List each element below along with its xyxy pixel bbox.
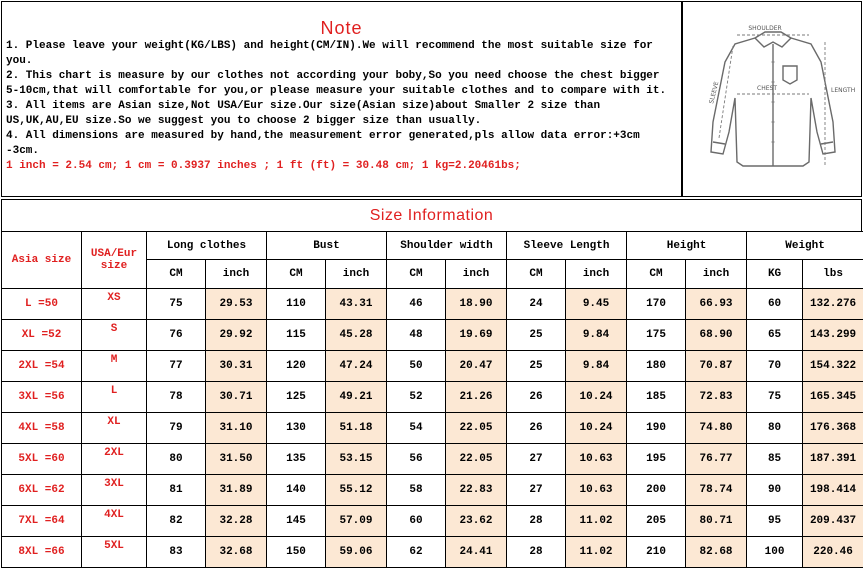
header-row	[2, 232, 863, 260]
table-cell: 76.77	[686, 444, 747, 475]
note-line-3: 3. All items are Asian size,Not USA/Eur size.Our size(Asian size)about Smaller 2 size than US,UK,AU,EU size.So we suggest you to choose 2 bigger size than usually.	[6, 99, 678, 129]
table-cell: 76	[147, 320, 206, 351]
usa-eur-size-cell: 3XL	[82, 475, 147, 506]
table-cell: 130	[267, 413, 326, 444]
table-cell: 82	[147, 506, 206, 537]
table-cell: 80.71	[686, 506, 747, 537]
table-cell: 31.10	[206, 413, 267, 444]
asia-size-cell: XL =52	[2, 320, 82, 351]
size-information-title: Size Information	[1, 199, 862, 231]
usa-eur-size-cell: 5XL	[82, 537, 147, 568]
table-cell: 80	[747, 413, 803, 444]
note-lines	[6, 39, 678, 174]
table-cell: 187.391	[803, 444, 863, 475]
subheader-cell: CM	[147, 260, 206, 289]
asia-size-cell: 7XL =64	[2, 506, 82, 537]
table-cell: 60	[387, 506, 446, 537]
table-cell: 78.74	[686, 475, 747, 506]
table-cell: 70.87	[686, 351, 747, 382]
table-cell: 46	[387, 289, 446, 320]
table-row	[2, 351, 863, 382]
usa-eur-size-cell: L	[82, 382, 147, 413]
table-cell: 9.84	[566, 351, 627, 382]
header-usa-eur-size: USA/Eur size	[82, 232, 147, 289]
subheader-cell: CM	[267, 260, 326, 289]
table-cell: 180	[627, 351, 686, 382]
table-cell: 205	[627, 506, 686, 537]
table-cell: 51.18	[326, 413, 387, 444]
table-row	[2, 320, 863, 351]
table-cell: 198.414	[803, 475, 863, 506]
table-cell: 11.02	[566, 506, 627, 537]
table-cell: 28	[507, 537, 566, 568]
asia-size-cell: 4XL =58	[2, 413, 82, 444]
table-cell: 58	[387, 475, 446, 506]
table-cell: 27	[507, 475, 566, 506]
table-cell: 140	[267, 475, 326, 506]
asia-size-cell: 2XL =54	[2, 351, 82, 382]
table-cell: 32.68	[206, 537, 267, 568]
table-cell: 27	[507, 444, 566, 475]
table-cell: 115	[267, 320, 326, 351]
table-cell: 47.24	[326, 351, 387, 382]
subheader-cell: inch	[326, 260, 387, 289]
table-row	[2, 537, 863, 568]
table-cell: 83	[147, 537, 206, 568]
table-cell: 190	[627, 413, 686, 444]
size-table	[1, 231, 863, 568]
table-cell: 25	[507, 351, 566, 382]
usa-eur-size-cell: M	[82, 351, 147, 382]
table-cell: 21.26	[446, 382, 507, 413]
table-cell: 52	[387, 382, 446, 413]
table-cell: 22.83	[446, 475, 507, 506]
table-cell: 150	[267, 537, 326, 568]
usa-eur-size-cell: 4XL	[82, 506, 147, 537]
table-cell: 45.28	[326, 320, 387, 351]
table-cell: 22.05	[446, 413, 507, 444]
table-cell: 143.299	[803, 320, 863, 351]
table-cell: 170	[627, 289, 686, 320]
note-line-4: 4. All dimensions are measured by hand,the measurement error generated,pls allow data error:+3cm -3cm.	[6, 129, 678, 159]
note-title: Note	[2, 18, 681, 39]
table-cell: 23.62	[446, 506, 507, 537]
table-row	[2, 382, 863, 413]
usa-eur-size-cell: 2XL	[82, 444, 147, 475]
table-cell: 55.12	[326, 475, 387, 506]
table-cell: 31.50	[206, 444, 267, 475]
table-cell: 77	[147, 351, 206, 382]
table-cell: 135	[267, 444, 326, 475]
header-shoulder-width: Shoulder width	[387, 232, 507, 260]
table-cell: 74.80	[686, 413, 747, 444]
header-asia-size: Asia size	[2, 232, 82, 289]
table-row	[2, 475, 863, 506]
table-cell: 10.63	[566, 444, 627, 475]
asia-size-cell: L =50	[2, 289, 82, 320]
note-line-2: 2. This chart is measure by our clothes not according your boby,So you need choose the chest bigger 5-10cm,that will comfortable for you,or please measure your suitable clothes and to compare with it.	[6, 69, 678, 99]
table-cell: 165.345	[803, 382, 863, 413]
table-row	[2, 289, 863, 320]
length-label: LENGTH	[831, 87, 855, 94]
table-cell: 110	[267, 289, 326, 320]
table-cell: 75	[747, 382, 803, 413]
table-cell: 145	[267, 506, 326, 537]
table-cell: 49.21	[326, 382, 387, 413]
table-cell: 132.276	[803, 289, 863, 320]
subheader-cell: inch	[566, 260, 627, 289]
usa-eur-size-cell: S	[82, 320, 147, 351]
table-cell: 43.31	[326, 289, 387, 320]
table-cell: 53.15	[326, 444, 387, 475]
asia-size-cell: 5XL =60	[2, 444, 82, 475]
table-cell: 80	[147, 444, 206, 475]
table-cell: 120	[267, 351, 326, 382]
subheader-cell: CM	[387, 260, 446, 289]
table-cell: 60	[747, 289, 803, 320]
table-cell: 75	[147, 289, 206, 320]
table-row	[2, 444, 863, 475]
asia-size-cell: 8XL =66	[2, 537, 82, 568]
table-cell: 24.41	[446, 537, 507, 568]
table-cell: 81	[147, 475, 206, 506]
header-height: Height	[627, 232, 747, 260]
table-cell: 30.31	[206, 351, 267, 382]
table-cell: 26	[507, 382, 566, 413]
chest-label: CHEST	[757, 85, 777, 92]
table-cell: 25	[507, 320, 566, 351]
table-cell: 10.63	[566, 475, 627, 506]
asia-size-cell: 3XL =56	[2, 382, 82, 413]
table-cell: 125	[267, 382, 326, 413]
note-line-1: 1. Please leave your weight(KG/LBS) and height(CM/IN).We will recommend the most suitable size for you.	[6, 39, 678, 69]
header-sleeve-length: Sleeve Length	[507, 232, 627, 260]
table-cell: 220.46	[803, 537, 863, 568]
table-cell: 22.05	[446, 444, 507, 475]
table-cell: 100	[747, 537, 803, 568]
usa-eur-size-cell: XS	[82, 289, 147, 320]
table-cell: 26	[507, 413, 566, 444]
table-cell: 24	[507, 289, 566, 320]
table-cell: 185	[627, 382, 686, 413]
table-cell: 176.368	[803, 413, 863, 444]
subheader-cell: CM	[507, 260, 566, 289]
table-cell: 95	[747, 506, 803, 537]
shirt-diagram-panel	[682, 1, 862, 197]
table-row	[2, 413, 863, 444]
table-cell: 65	[747, 320, 803, 351]
table-cell: 32.28	[206, 506, 267, 537]
table-cell: 154.322	[803, 351, 863, 382]
header-long-clothes: Long clothes	[147, 232, 267, 260]
table-cell: 195	[627, 444, 686, 475]
subheader-cell: CM	[627, 260, 686, 289]
header-weight: Weight	[747, 232, 863, 260]
table-cell: 30.71	[206, 382, 267, 413]
table-row	[2, 506, 863, 537]
table-cell: 9.84	[566, 320, 627, 351]
subheader-cell: inch	[446, 260, 507, 289]
table-cell: 9.45	[566, 289, 627, 320]
table-cell: 209.437	[803, 506, 863, 537]
subheader-cell: inch	[206, 260, 267, 289]
table-cell: 85	[747, 444, 803, 475]
table-cell: 57.09	[326, 506, 387, 537]
sleeve-label: SLEEVE	[708, 81, 720, 105]
table-cell: 72.83	[686, 382, 747, 413]
table-cell: 90	[747, 475, 803, 506]
shoulder-label: SHOULDER	[748, 25, 781, 32]
table-cell: 19.69	[446, 320, 507, 351]
table-cell: 68.90	[686, 320, 747, 351]
unit-conversion: 1 inch = 2.54 cm; 1 cm = 0.3937 inches ; 1 ft (ft) = 30.48 cm; 1 kg=2.20461bs;	[6, 159, 678, 174]
table-cell: 54	[387, 413, 446, 444]
table-cell: 82.68	[686, 537, 747, 568]
table-cell: 79	[147, 413, 206, 444]
subheader-cell: inch	[686, 260, 747, 289]
table-cell: 210	[627, 537, 686, 568]
subheader-cell: lbs	[803, 260, 863, 289]
asia-size-cell: 6XL =62	[2, 475, 82, 506]
table-cell: 70	[747, 351, 803, 382]
note-panel	[1, 1, 682, 197]
table-cell: 200	[627, 475, 686, 506]
table-cell: 11.02	[566, 537, 627, 568]
table-cell: 29.53	[206, 289, 267, 320]
table-cell: 62	[387, 537, 446, 568]
size-rows	[2, 289, 863, 568]
table-cell: 31.89	[206, 475, 267, 506]
table-cell: 20.47	[446, 351, 507, 382]
table-cell: 59.06	[326, 537, 387, 568]
table-cell: 56	[387, 444, 446, 475]
table-cell: 175	[627, 320, 686, 351]
table-cell: 50	[387, 351, 446, 382]
table-cell: 66.93	[686, 289, 747, 320]
table-cell: 18.90	[446, 289, 507, 320]
table-cell: 78	[147, 382, 206, 413]
table-cell: 10.24	[566, 413, 627, 444]
table-cell: 29.92	[206, 320, 267, 351]
table-cell: 10.24	[566, 382, 627, 413]
usa-eur-size-cell: XL	[82, 413, 147, 444]
subheader-cell: KG	[747, 260, 803, 289]
table-cell: 28	[507, 506, 566, 537]
header-bust: Bust	[267, 232, 387, 260]
table-cell: 48	[387, 320, 446, 351]
shirt-diagram-icon	[683, 2, 861, 196]
